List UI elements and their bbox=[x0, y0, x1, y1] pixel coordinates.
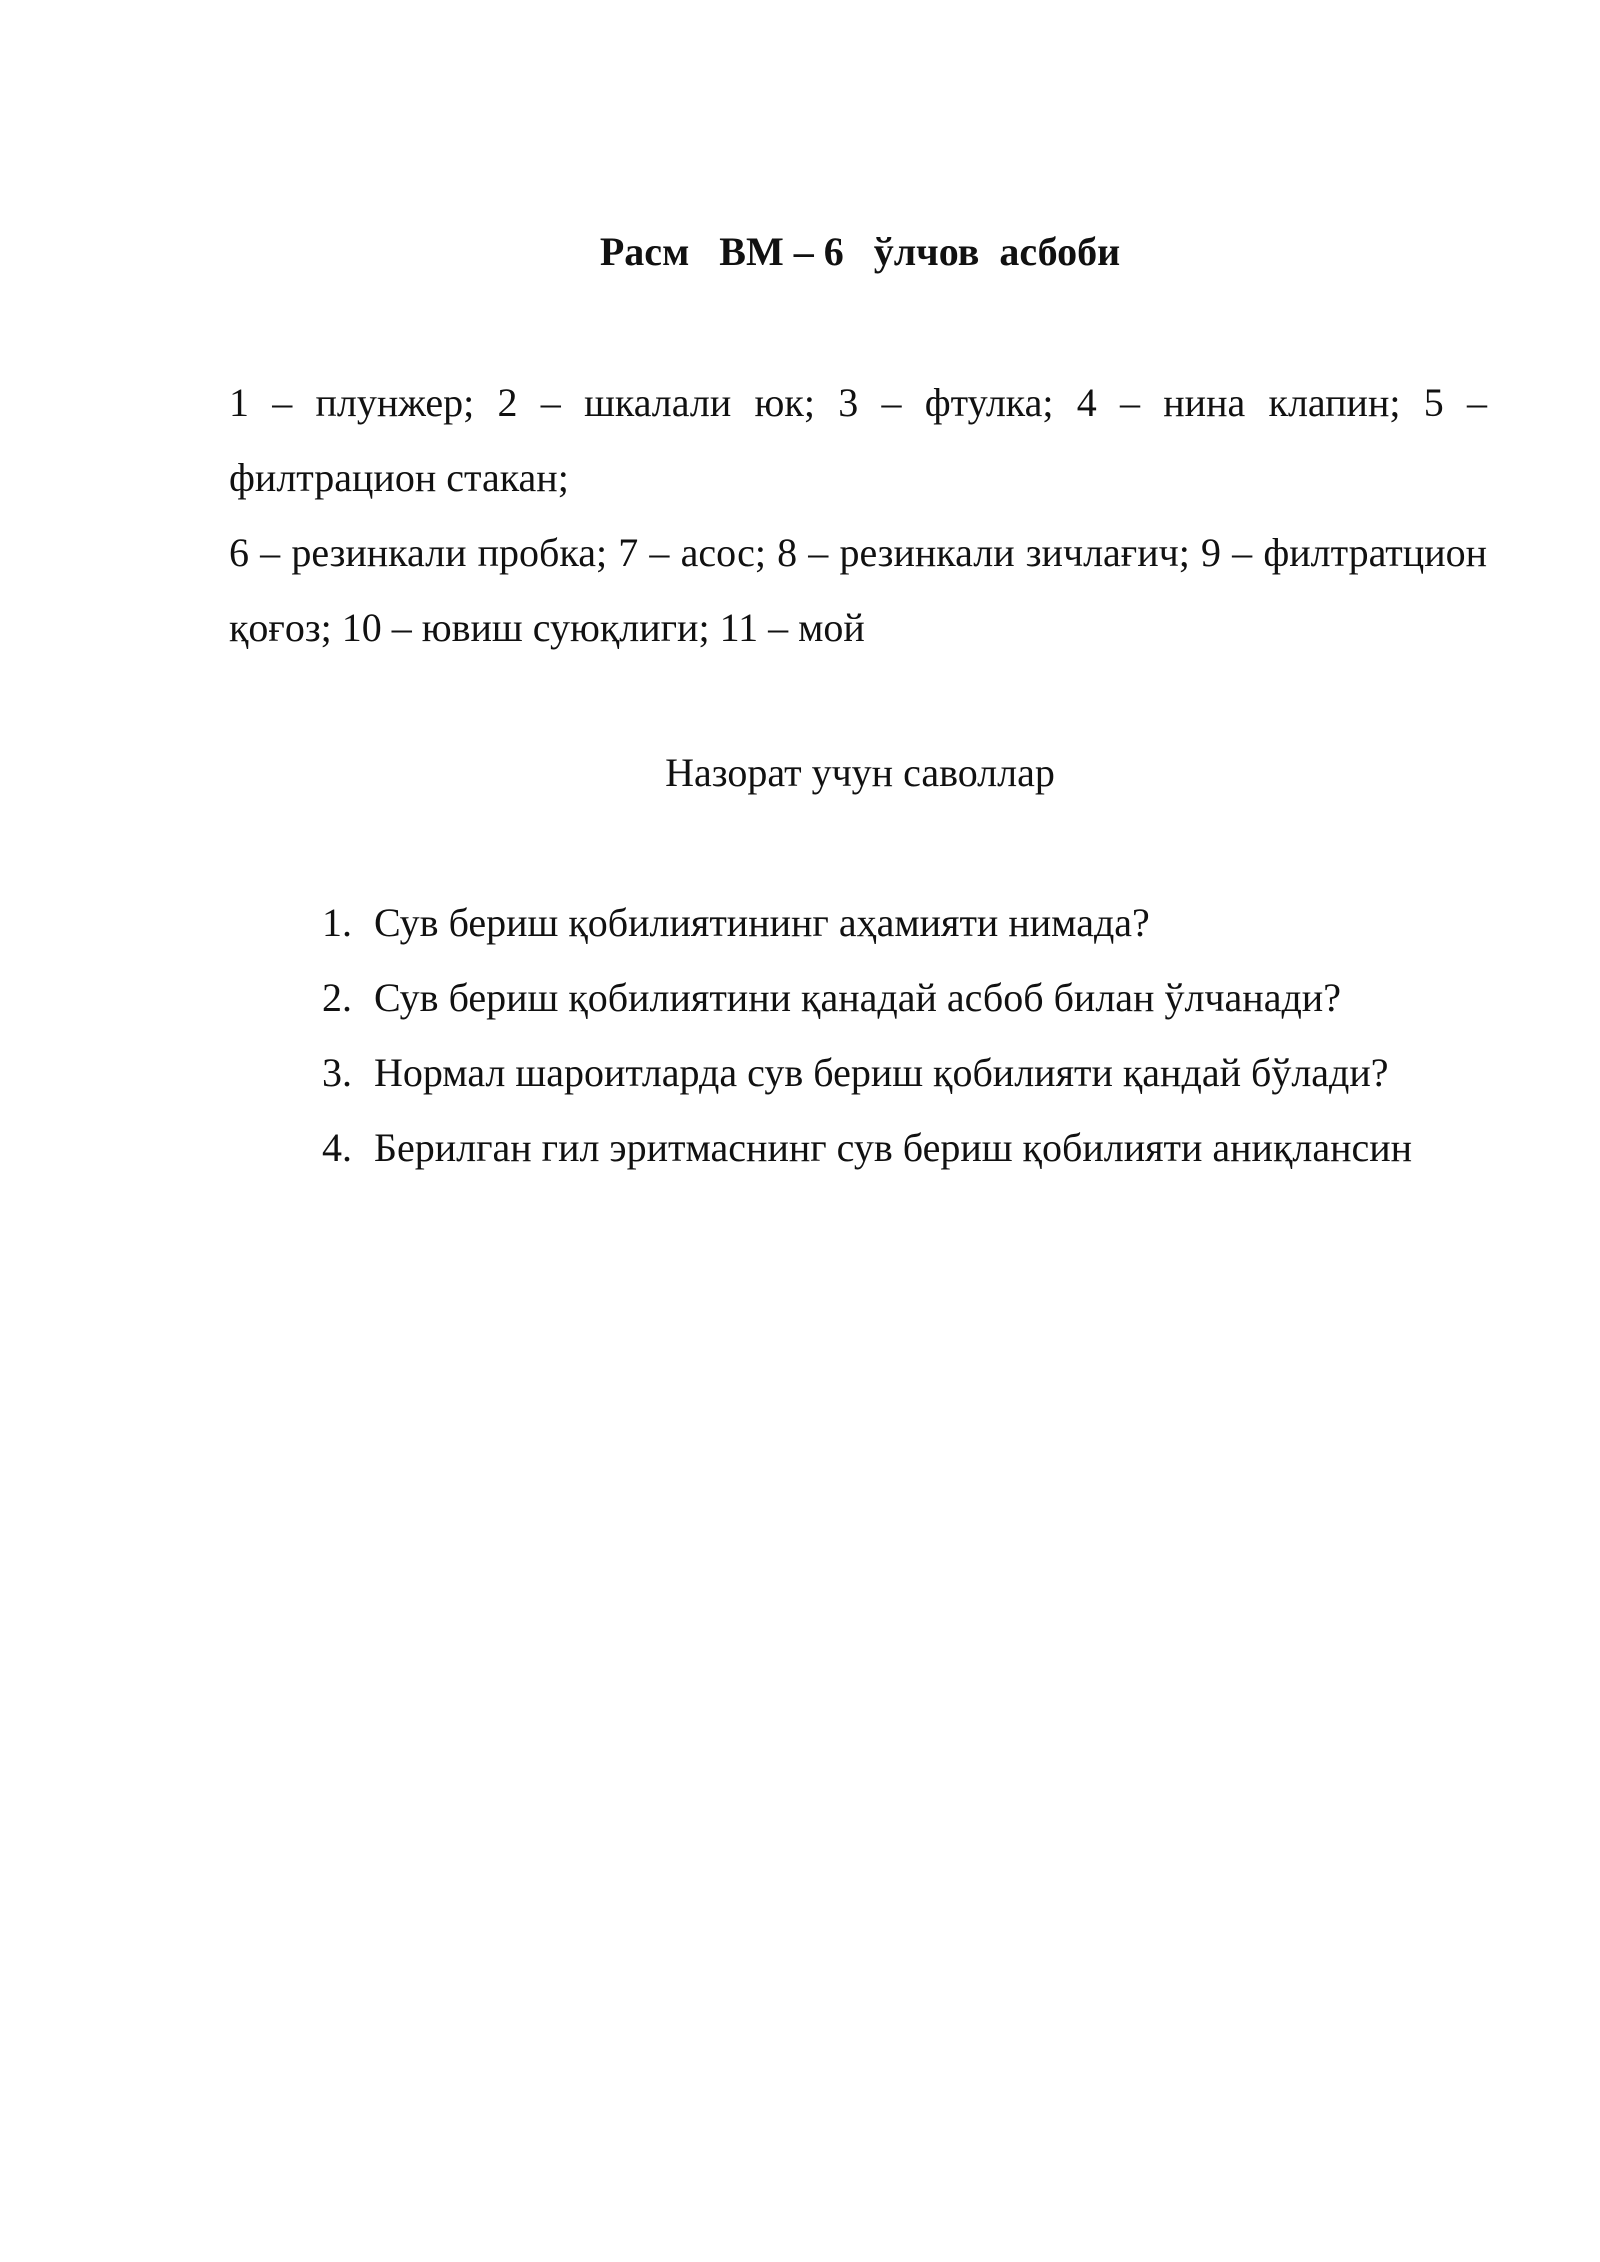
list-item bbox=[322, 1035, 1487, 1110]
legend-paragraph: 6 – резинкали пробка; 7 – асос; 8 – резинкали зичлағич; 9 – филтратцион қоғоз; 10 – ювиш суюқлиги; 11 – мой bbox=[229, 530, 1487, 650]
figure-legend bbox=[229, 365, 1487, 665]
question-text: Нормал шароитларда сув бериш қобилияти қандай бўлади? bbox=[374, 1050, 1389, 1095]
list-item bbox=[322, 960, 1487, 1035]
question-number: 4. bbox=[322, 1125, 352, 1170]
questions-list bbox=[322, 885, 1487, 1185]
question-text: Берилган гил эритмаснинг сув бериш қобилияти аниқлансин bbox=[374, 1125, 1413, 1170]
figure-caption: Расм ВМ – 6 ўлчов асбоби bbox=[599, 229, 1121, 274]
question-number: 3. bbox=[322, 1050, 352, 1095]
list-item bbox=[322, 1110, 1487, 1185]
legend-paragraph: 1 – плунжер; 2 – шкалали юк; 3 – фтулка; 4 – нина клапин; 5 – филтрацион стакан; bbox=[229, 380, 1487, 500]
list-item bbox=[322, 885, 1487, 960]
question-number: 1. bbox=[322, 900, 352, 945]
question-number: 2. bbox=[322, 975, 352, 1020]
question-text: Сув бериш қобилиятининг аҳамияти нимада? bbox=[374, 900, 1150, 945]
section-title: Назорат учун саволлар bbox=[665, 750, 1055, 795]
question-text: Сув бериш қобилиятини қанадай асбоб билан ўлчанади? bbox=[374, 975, 1341, 1020]
